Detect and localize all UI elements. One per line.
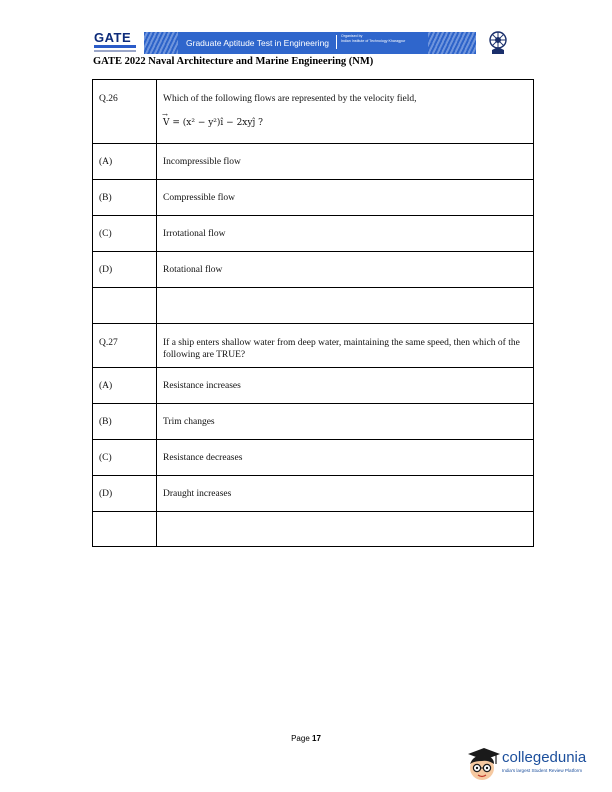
banner-title: Graduate Aptitude Test in Engineering	[186, 38, 330, 48]
option-text: Irrotational flow	[157, 216, 534, 252]
collegedunia-mascot-icon	[462, 740, 502, 784]
page-number-value: 17	[312, 734, 321, 743]
banner-organizer	[341, 34, 405, 43]
collegedunia-tagline: India's largest Student Review Platform	[502, 768, 583, 773]
page-number	[0, 734, 612, 743]
question-text: If a ship enters shallow water from deep water, maintaining the same speed, then which of the following are TRUE?	[157, 324, 534, 368]
header-banner	[92, 30, 520, 56]
page-label: Page	[291, 734, 310, 743]
option-row	[93, 440, 534, 476]
spacer-row	[93, 288, 534, 324]
option-text: Draught increases	[157, 476, 534, 512]
paper-title: GATE 2022 Naval Architecture and Marine Engineering (NM)	[93, 56, 374, 67]
option-label: (D)	[93, 252, 157, 288]
option-text: Resistance increases	[157, 368, 534, 404]
spacer-row	[93, 512, 534, 547]
option-text: Rotational flow	[157, 252, 534, 288]
question-number: Q.26	[93, 80, 157, 144]
formula-variable: → V	[163, 117, 170, 129]
gate-logo-subbar	[94, 50, 136, 52]
collegedunia-brand-name: collegedunia	[502, 749, 587, 766]
question-text: Which of the following flows are represented by the velocity field,	[163, 94, 417, 104]
question-row-q26	[93, 80, 534, 144]
questions-table	[92, 79, 534, 547]
option-label: (C)	[93, 440, 157, 476]
option-label: (A)	[93, 144, 157, 180]
question-number: Q.27	[93, 324, 157, 368]
option-label: (D)	[93, 476, 157, 512]
gate-logo	[92, 30, 140, 56]
option-text: Resistance decreases	[157, 440, 534, 476]
option-row	[93, 216, 534, 252]
formula-expression: = (x² − y²)î − 2xyĵ ?	[169, 118, 263, 128]
option-row	[93, 144, 534, 180]
option-row	[93, 404, 534, 440]
gate-logo-bar	[94, 45, 136, 48]
banner-divider	[336, 35, 337, 49]
option-label: (B)	[93, 180, 157, 216]
option-row	[93, 180, 534, 216]
organizer-line-2: Indian Institute of Technology Kharagpur	[341, 38, 406, 43]
option-row	[93, 252, 534, 288]
velocity-field-formula	[163, 117, 527, 129]
option-label: (A)	[93, 368, 157, 404]
gate-logo-text: GATE	[94, 30, 132, 45]
organizer-line-1: Organised by	[341, 34, 363, 38]
option-row	[93, 368, 534, 404]
iit-kharagpur-emblem-icon	[486, 30, 510, 56]
option-row	[93, 476, 534, 512]
question-row-q27	[93, 324, 534, 368]
option-text: Trim changes	[157, 404, 534, 440]
question-text-cell	[157, 80, 534, 144]
option-text: Compressible flow	[157, 180, 534, 216]
option-label: (B)	[93, 404, 157, 440]
option-text: Incompressible flow	[157, 144, 534, 180]
option-label: (C)	[93, 216, 157, 252]
